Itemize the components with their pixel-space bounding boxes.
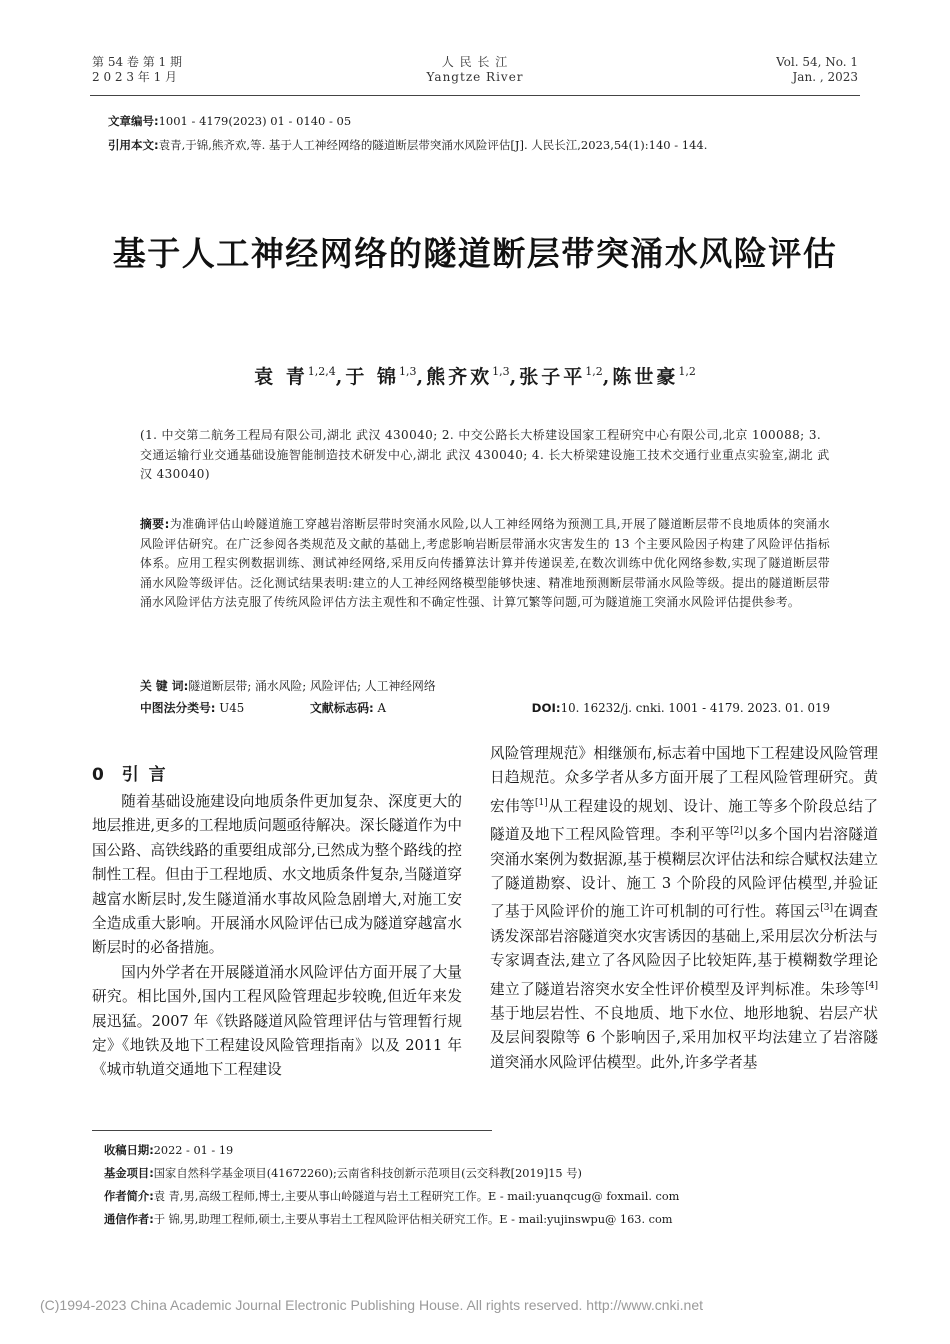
reference-marker[interactable]: [4] bbox=[865, 980, 878, 991]
footnote-received bbox=[104, 1142, 233, 1160]
affiliations: (1. 中交第二航务工程局有限公司,湖北 武汉 430040; 2. 中交公路长大桥建设国家工程研究中心有限公司,北京 100088; 3. 交通运输行业交通基础设施智能制造技术研发中心,湖北 武汉 430040; 4. 长大桥梁建设施工技术交通行业重点实验室,湖北 武汉 430040) bbox=[140, 428, 830, 481]
author-list: 袁 青$^{1,2,4}$,于 锦$^{1,3}$,熊齐欢$^{1,3}$,张子平$^{1,2}$,陈世豪$^{1,2}$ bbox=[254, 365, 696, 388]
header-journal-en: Yangtze River bbox=[426, 70, 524, 84]
article-number-label: 文章编号: bbox=[108, 114, 159, 128]
author-name: 陈世豪 bbox=[612, 366, 679, 388]
article-number-value: 1001 - 4179(2023) 01 - 0140 - 05 bbox=[158, 114, 352, 128]
author-bio-label: 作者简介: bbox=[104, 1190, 154, 1203]
author-affil-sup: 1,2,4 bbox=[307, 365, 336, 378]
reference-marker[interactable]: [3] bbox=[820, 903, 833, 914]
doi-label: DOI: bbox=[531, 701, 561, 715]
abstract-text: 为准确评估山岭隧道施工穿越岩溶断层带时突涌水风险,以人工神经网络为预测工具,开展了隧道断层带不良地质体的突涌水风险评估研究。在广泛参阅各类规范及文献的基础上,考虑影响岩断层带涌水灾害发生的 13 个主要风险因子构建了风险评估指标体系。应用工程实例数据训练、测试神经网络,采用反向传播算法计算并传递误差,在数次训练中优化网络参数,实现了隧道断层带涌水风险等级评估。泛化测试结果表明:建立的人工神经网络模型能够快速、精准地预测断层带涌水风险等级。提出的隧道断层带涌水风险评估方法克服了传统风险评估方法主观性和不确定性强、计算冗繁等问题,可为隧道施工突涌水风险评估提供参考。 bbox=[140, 517, 830, 609]
clc-value: U45 bbox=[219, 701, 245, 715]
classification bbox=[140, 699, 830, 717]
header-date-en: Jan. , 2023 bbox=[792, 70, 858, 84]
body-text: 在调查诱发深部岩溶隧道突水灾害诱因的基础上,采用层次分析法与专家调查法,建立了各风险因子比较矩阵,基于模糊数学理论建立了隧道岩溶突水安全性评价模型及评判标准。朱珍等 bbox=[490, 903, 878, 998]
author-affil-sup: 1,2 bbox=[678, 365, 696, 378]
header-rule bbox=[90, 95, 860, 96]
body-text: 风险管理规范》相继颁布,标志着中国地下工程建设风险管理日趋规范。众多学者从多方面开展了工程风险管理研究。黄宏伟等 bbox=[490, 745, 878, 815]
author-affil-sup: 1,3 bbox=[492, 365, 510, 378]
citation-value: 袁青,于锦,熊齐欢,等. 基于人工神经网络的隧道断层带突涌水风险评估[J]. 人民长江,2023,54(1):140 - 144. bbox=[158, 138, 708, 152]
article-number bbox=[108, 112, 351, 130]
footnote-rule bbox=[92, 1130, 492, 1131]
body-text: 从工程建设的规划、设计、施工等多个阶段总结了隧道及地下工程风险管理。李利平等 bbox=[490, 797, 878, 844]
footnote-author bbox=[104, 1188, 679, 1206]
header-journal-cn: 人 民 长 江 bbox=[441, 55, 509, 69]
citation-label: 引用本文: bbox=[108, 138, 159, 152]
doc-code-label: 文献标志码: bbox=[310, 701, 374, 715]
paper-title: 基于人工神经网络的隧道断层带突涌水风险评估 bbox=[112, 234, 838, 273]
header-volume: 第 54 卷 第 1 期 bbox=[92, 55, 182, 69]
author-bio-value: 袁 青,男,高级工程师,博士,主要从事山岭隧道与岩土工程研究工作。E - mail:yuanqcug@ foxmail. com bbox=[153, 1190, 680, 1203]
body-text: 以多个国内岩溶隧道突涌水案例为数据源,基于模糊层次评估法和综合赋权法建立了隧道勘察、设计、施工 3 个阶段的风险评估模型,并验证了基于风险评价的施工许可机制的可行性。蒋国云 bbox=[490, 826, 878, 921]
abstract-label: 摘要: bbox=[140, 517, 170, 531]
header-date: 2 0 2 3 年 1 月 bbox=[92, 70, 178, 84]
fund-value: 国家自然科学基金项目(41672260);云南省科技创新示范项目(云交科教[2019]15 号) bbox=[153, 1167, 582, 1180]
doc-code bbox=[310, 699, 386, 717]
doi bbox=[532, 699, 830, 717]
doc-code-value: A bbox=[377, 701, 386, 715]
keywords bbox=[140, 677, 436, 695]
received-label: 收稿日期: bbox=[104, 1144, 154, 1157]
keywords-text: 隧道断层带; 涌水风险; 风险评估; 人工神经网络 bbox=[188, 679, 436, 693]
clc-label: 中图法分类号: bbox=[140, 701, 216, 715]
citation bbox=[108, 136, 707, 154]
header-volume-en: Vol. 54, No. 1 bbox=[776, 55, 858, 69]
body-text: 基于地层岩性、不良地质、地下水位、地形地貌、岩层产状及层间裂隙等 6 个影响因子,采用加权平均法建立了岩溶隧道突涌水风险评估模型。此外,许多学者基 bbox=[490, 1005, 878, 1071]
abstract bbox=[140, 515, 830, 613]
author-name: 熊齐欢 bbox=[426, 366, 493, 388]
copyright-notice: (C)1994-2023 China Academic Journal Electronic Publishing House. All rights reserved. http://www.cnki.net bbox=[40, 1297, 703, 1313]
body-right-column bbox=[490, 742, 878, 1075]
corresponding-value: 于 锦,男,助理工程师,硕士,主要从事岩土工程风险评估相关研究工作。E - mail:yujinswpu@ 163. com bbox=[153, 1213, 673, 1226]
reference-marker[interactable]: [2] bbox=[730, 826, 743, 837]
keywords-label: 关 键 词: bbox=[140, 679, 189, 693]
body-paragraph bbox=[490, 742, 878, 1075]
section-number: 0 bbox=[92, 765, 106, 785]
body-left-column bbox=[92, 790, 462, 1083]
author-name: 于 锦 bbox=[345, 366, 399, 388]
corresponding-label: 通信作者: bbox=[104, 1213, 154, 1226]
body-paragraph: 随着基础设施建设向地质条件更加复杂、深度更大的地层推进,更多的工程地质问题亟待解决。深长隧道作为中国公路、高铁线路的重要组成部分,已然成为整个路线的控制性工程。但由于工程地质、水文地质条件复杂,当隧道穿越富水断层时,发生隧道涌水事故风险急剧增大,对施工安全造成重大影响。开展涌水风险评估已成为隧道穿越富水断层时的必备措施。 bbox=[92, 793, 462, 957]
author-name: 袁 青 bbox=[254, 366, 308, 388]
doi-value: 10. 16232/j. cnki. 1001 - 4179. 2023. 01. 019 bbox=[560, 701, 830, 715]
footnote-corresponding bbox=[104, 1211, 673, 1229]
body-paragraph: 国内外学者在开展隧道涌水风险评估方面开展了大量研究。相比国外,国内工程风险管理起步较晚,但近年来发展迅猛。2007 年《铁路隧道风险管理评估与管理暂行规定》《地铁及地下工程建设风险管理指南》以及 2011 年《城市轨道交通地下工程建设 bbox=[92, 963, 462, 1079]
author-name: 张子平 bbox=[519, 366, 586, 388]
section-heading bbox=[92, 760, 168, 785]
fund-label: 基金项目: bbox=[104, 1167, 154, 1180]
received-value: 2022 - 01 - 19 bbox=[153, 1144, 234, 1157]
author-affil-sup: 1,3 bbox=[398, 365, 417, 378]
footnote-fund bbox=[104, 1165, 582, 1183]
section-title: 引 言 bbox=[121, 765, 168, 785]
header-issue-en bbox=[776, 55, 858, 85]
clc bbox=[140, 701, 244, 715]
reference-marker[interactable]: [1] bbox=[535, 797, 548, 808]
author-affil-sup: 1,2 bbox=[585, 365, 603, 378]
